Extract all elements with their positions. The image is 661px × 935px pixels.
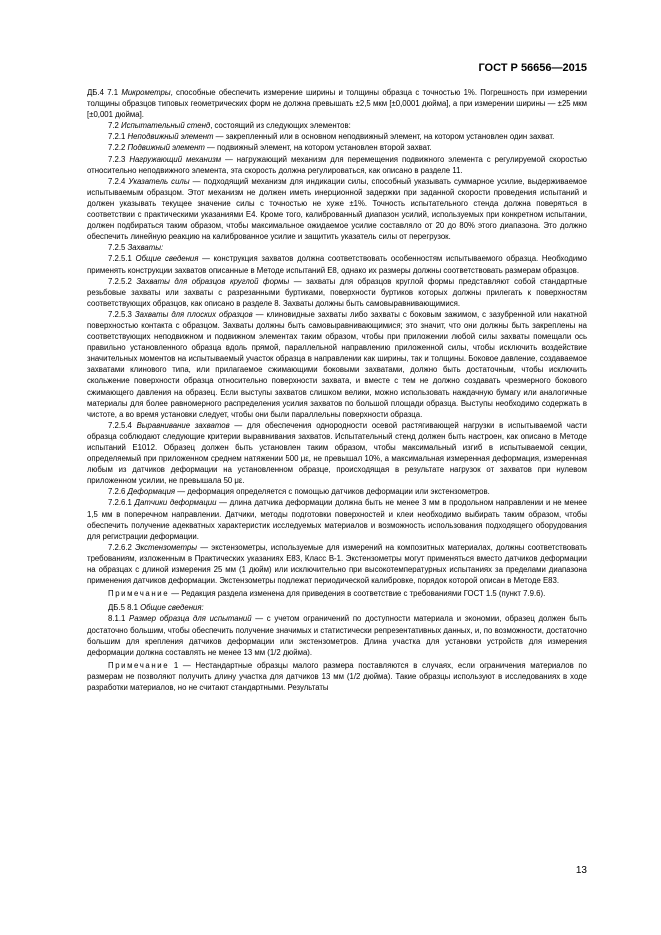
body-paragraph (87, 120, 587, 131)
text-run: 7.2.3 (108, 154, 130, 164)
text-run: ДБ.4 7.1 (87, 88, 122, 97)
italic-term: Указатель силы (128, 176, 190, 186)
body-paragraph (87, 154, 587, 176)
text-run: 7.2.6.1 (108, 498, 135, 508)
text-run: — деформация определяется с помощью датчиков деформации или экстензометров. (175, 487, 490, 497)
text-run: 7.2.6.2 (108, 542, 136, 552)
italic-term: Экстензометры (135, 542, 198, 552)
italic-term: Общие сведения: (140, 603, 204, 613)
italic-term: Нагружающий механизм (129, 154, 222, 164)
text-run: 7.2.5 (108, 243, 128, 253)
italic-term: Неподвижный элемент (127, 132, 214, 142)
body-paragraph (87, 253, 587, 275)
text-run: — конструкция захватов должна соответствовать особенностям испытываемого образца. Необходимо применять конструкции захватов описанные в Методе испытаний Е8, однако их размеры должны соответствовать размерам образцов. (87, 254, 587, 275)
text-run: — захваты для образцов круглой формы представляют собой стандартные резьбовые захваты или захваты с разрезанными буртиками, поверхности буртиков которых должны прилегать к поверхностям соответствующих образцов, как описано в разделе 8. Захваты должны быть самовыравнивающимися. (87, 276, 587, 308)
document-body (87, 87, 587, 696)
italic-term: Испытательный стенд (121, 121, 211, 131)
body-paragraph (87, 87, 587, 120)
text-run: — с учетом ограничений по доступности материала и экономии, образец должен быть достаточно большим, чтобы обеспечить получение значимых и статистически репрезентативных данных, и, по возможности, достаточно большим для крепления датчиков деформации или экстензометров. Длина участка для установки устройств для измерения деформации должна составлять не менее 13 мм (1/2 дюйма). (87, 614, 587, 657)
text-run: — подходящий механизм для индикации силы, способный указывать суммарное усилие, выдерживаемое испытываемым образцом. Этот механизм не должен иметь инерционной задержки при заданной скорости проведения испытаний и должен указывать текущее значение силы с точностью не хуже ±1%. Точность испытательного стенда должна поверяться в соответствии с практическими указаниями Е4. Кроме того, калиброванный диапазон усилий, используемых при конкретном испытании, должен подбираться таким образом, чтобы максимальное ожидаемое усилие составляло от 20 до 80% этого диапазона. Это должно обеспечить линейную реакцию на калиброванное усилие и защитить указатель силы от перегрузок. (87, 176, 587, 242)
text-run: — клиновидные захваты либо захваты с боковым зажимом, с зазубренной или накатной поверхностью контакта с образцом. Захваты должны быть самовыравнивающимися; это значит, что они должны быть закреплены на соответствующих неподвижном и подвижном элементах таким образом, чтобы при приложении любой силы захваты помещали ось правильно установленного образца вдоль прямой, параллельной направлению приложенной силы, чтобы исключить воздействие значительных моментов на испытываемый участок образца в направлении как ширины, так и толщины. Боковое давление, создаваемое захватами клинового типа, или прилагаемое сжимающими боковыми захватами, должно быть достаточным, чтобы исключить скольжение поверхности образца относительно поверхности захвата, и вместе с тем не должно создавать чрезмерного бокового сжимающего давления на образец. Если выступы захватов слишком велики, можно использовать наждачную бумагу или аналогичные материалы для более равномерного распределения усилия захватов по большой площади образца. Выступы необходимо содержать в чистоте, а во время установки следует, чтобы они были параллельны поверхности образца. (87, 309, 587, 419)
body-paragraph (87, 131, 587, 142)
italic-term: Захваты для образцов круглой формы (136, 276, 290, 286)
text-run: — Редакция раздела изменена для приведения в соответствие с требованиями ГОСТ 1.5 (пункт 7.9.6). (169, 589, 546, 599)
body-paragraph (87, 176, 587, 243)
text-run: — для обеспечения однородности осевой растягивающей нагрузки в испытываемой части образца соблюдают следующие критерии выравнивания захватов. Испытательный стенд должен быть настроен, как описано в Методе испытаний Е1012. Образец должен быть установлен таким образом, чтобы максимальный изгиб в испытываемой секции, определяемый при приложенном среднем натяжении 500 με, не превышал 10%, а максимальная измеренная деформация, измеренная любым из датчиков деформации на установленном образце, происходящая в результате нагрузок от захватов при нулевом приложенном усилии, не превышала 50 με. (87, 420, 587, 486)
text-run: 7.2.5.2 (108, 276, 137, 286)
italic-term: Микрометры (121, 88, 171, 97)
italic-term: Выравнивание захватов (136, 420, 230, 430)
body-paragraph (87, 242, 587, 253)
body-paragraph (87, 309, 587, 420)
italic-term: Захваты: (127, 243, 164, 253)
note-label: Примечание (108, 589, 170, 599)
italic-term: Захваты для плоских образцов (134, 309, 253, 319)
text-run: — нагружающий механизм для перемещения подвижного элемента с регулируемой скоростью относительно неподвижного элемента, эта скорость должна регулироваться, как описано в разделе 11. (87, 154, 587, 175)
text-run: 7.2 (108, 121, 122, 131)
body-paragraph (87, 542, 587, 586)
text-run: 7.2.5.1 (108, 254, 136, 264)
body-paragraph (87, 486, 587, 497)
italic-term: Подвижный элемент (127, 143, 205, 153)
body-paragraph (87, 276, 587, 309)
body-paragraph (87, 497, 587, 541)
note-label: Примечание (108, 660, 170, 670)
text-run: 7.2.4 (108, 176, 129, 186)
standard-designation: ГОСТ Р 56656—2015 (478, 62, 587, 74)
text-run: 7.2.5.3 (108, 309, 135, 319)
body-paragraph (87, 420, 587, 487)
text-run: 7.2.5.4 (108, 420, 137, 430)
body-paragraph (87, 142, 587, 153)
text-run: 8.1.1 (108, 614, 130, 624)
note-paragraph (87, 660, 587, 693)
text-run: — подвижный элемент, на котором установлен второй захват. (204, 143, 432, 153)
body-paragraph (87, 613, 587, 657)
italic-term: Датчики деформации (134, 498, 217, 508)
text-run: — длина датчика деформации должна быть не менее 3 мм в продольном направлении и не менее 1,5 мм в поперечном направлении. Датчики, методы подготовки поверхностей и клеи необходимо выбирать таким образом, чтобы обеспечить получение адекватных характеристик исследуемых материалов и возможность использования подходящего оборудования для регистрации деформации. (87, 498, 587, 541)
text-run: 7.2.1 (108, 132, 128, 142)
italic-term: Размер образца для испытаний (129, 614, 252, 624)
text-run: , способные обеспечить измерение ширины и толщины образца с точностью 1%. Погрешность при измерении толщины образцов типовых геометрических форм не должна превышать ±2,5 мкм [±0,0001 дюйма], а при измерении ширины — ±25 мкм [±0,001 дюйма]. (87, 88, 587, 120)
page-number: 13 (575, 865, 587, 876)
text-run: 7.2.6 (108, 487, 128, 497)
text-run: — закрепленный или в основном неподвижный элемент, на котором установлен один захват. (213, 132, 555, 142)
text-run: 7.2.2 (108, 143, 128, 153)
text-run: ДБ.5 8.1 (108, 603, 141, 613)
text-run: — экстензометры, используемые для измерений на композитных материалах, должны соответствовать требованиям, изложенным в Практических указаниях Е83, Класс В-1. Экстензометры могут применяться вместо датчиков деформации на образцах с длиной измерения 25 мм (1 дюйм) или исключительно при высокотемпературных испытаниях за пределами диапазона применения датчиков деформации. Экстензометры подлежат периодической калибровке, порядок которой описан в Методе Е83. (87, 542, 587, 586)
text-run: , состоящий из следующих элементов: (210, 121, 351, 131)
italic-term: Общие сведения (135, 254, 199, 264)
body-paragraph (87, 602, 587, 613)
note-paragraph (87, 588, 587, 599)
text-run: 1 — Нестандартные образцы малого размера поставляются в случаях, если ограничения материалов по размерам не позволяют получить длину участка для датчиков 13 мм (1/2 дюйма). Такие образцы используют в исследованиях в ходе разработки материалов, но не считают стандартными. Результаты (87, 660, 587, 692)
italic-term: Деформация (127, 487, 176, 497)
